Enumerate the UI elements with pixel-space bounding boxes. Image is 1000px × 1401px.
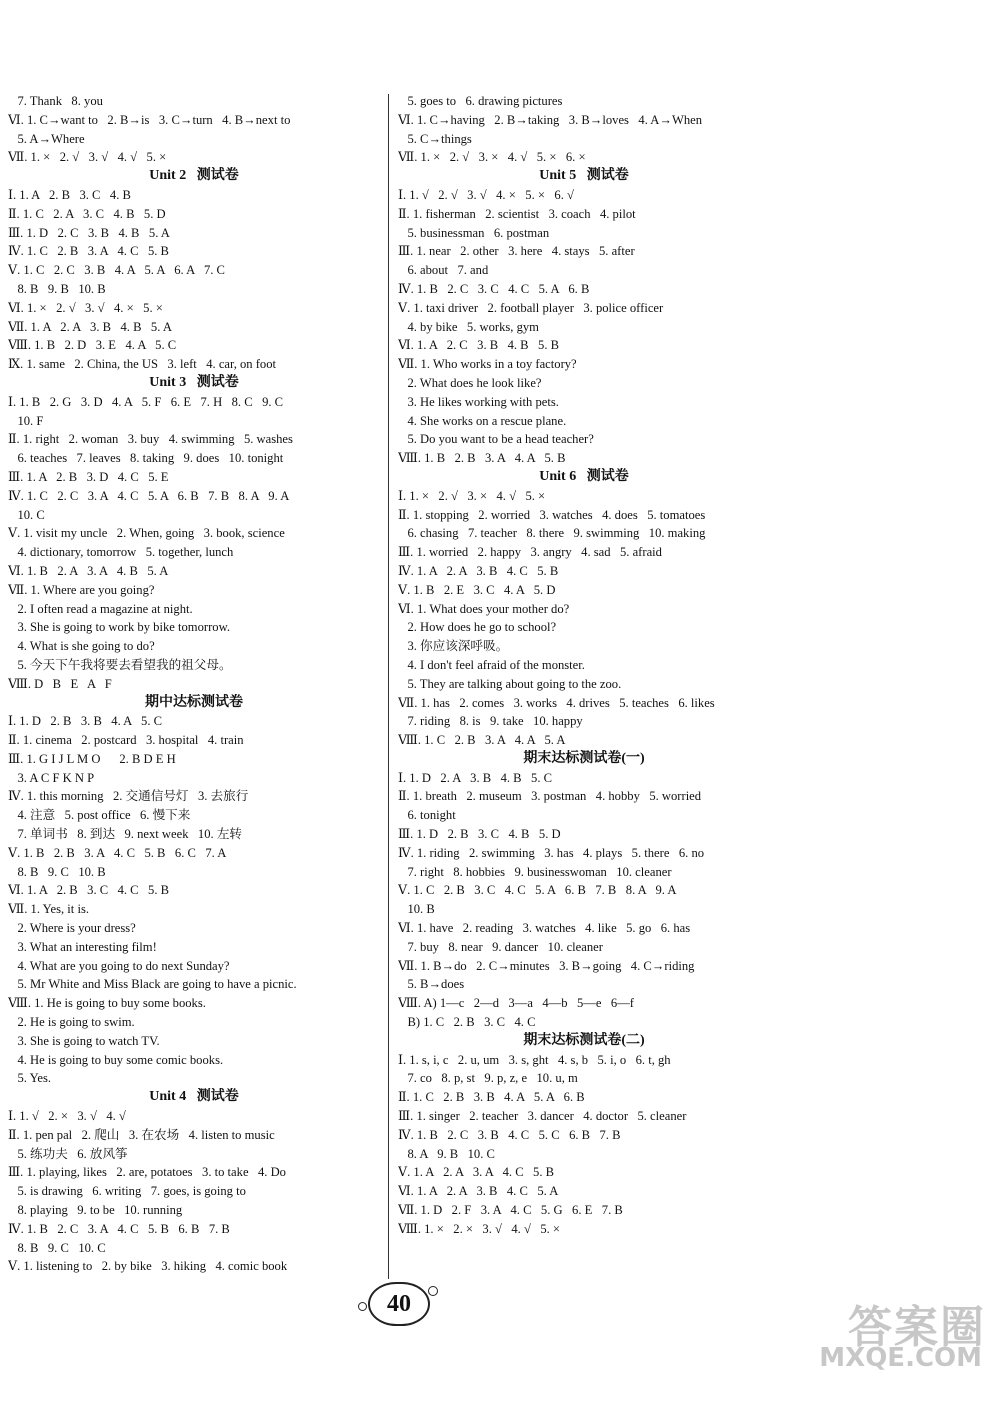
answer-line: Ⅲ. 1. worried 2. happy 3. angry 4. sad 5. afraid <box>398 545 662 560</box>
answer-line: Ⅱ. 1. C 2. B 3. B 4. A 5. A 6. B <box>398 1090 585 1105</box>
section-title: Unit 5 测试卷 <box>539 168 629 184</box>
answer-line: Ⅴ. 1. B 2. E 3. C 4. A 5. D <box>398 582 556 597</box>
answer-line: 2. What does he look like? <box>398 375 542 390</box>
section-title: Unit 3 测试卷 <box>149 374 239 390</box>
answer-line: 10. C <box>8 507 45 522</box>
answer-line: Ⅴ. 1. visit my uncle 2. When, going 3. book, science <box>8 526 285 541</box>
answer-line: Ⅴ. 1. taxi driver 2. football player 3. police officer <box>398 300 664 315</box>
watermark-chinese: 答案圈 <box>848 1302 986 1353</box>
answer-line: Ⅶ. 1. × 2. √ 3. × 4. √ 5. × 6. × <box>398 150 586 165</box>
answer-line: 7. right 8. hobbies 9. businesswoman 10. cleaner <box>398 864 672 879</box>
answer-line: 5. goes to 6. drawing pictures <box>398 94 563 108</box>
answer-line: 10. F <box>8 413 44 428</box>
answer-line: Ⅴ. 1. listening to 2. by bike 3. hiking 4. comic book <box>8 1259 288 1274</box>
answer-line: Ⅲ. 1. D 2. B 3. C 4. B 5. D <box>398 827 561 842</box>
answer-line: 4. by bike 5. works, gym <box>398 319 539 334</box>
section-title: Unit 2 测试卷 <box>149 168 239 184</box>
answer-line: Ⅱ. 1. fisherman 2. scientist 3. coach 4. pilot <box>398 206 636 221</box>
answer-line: 8. B 9. C 10. C <box>8 1240 106 1255</box>
answer-line: Ⅰ. 1. D 2. B 3. B 4. A 5. C <box>8 714 163 729</box>
answer-line: Ⅳ. 1. B 2. C 3. B 4. C 5. C 6. B 7. B <box>398 1127 621 1142</box>
answer-line: Ⅱ. 1. cinema 2. postcard 3. hospital 4. train <box>8 733 244 748</box>
answer-line: 3. He likes working with pets. <box>398 394 559 409</box>
answer-line: 5. They are talking about going to the zoo. <box>398 676 622 691</box>
answer-line: Ⅲ. 1. D 2. C 3. B 4. B 5. A <box>8 225 170 240</box>
answer-line: Ⅶ. 1. D 2. F 3. A 4. C 5. G 6. E 7. B <box>398 1203 623 1218</box>
answer-line: Ⅴ. 1. A 2. A 3. A 4. C 5. B <box>398 1165 555 1180</box>
answer-line: 4. What is she going to do? <box>8 639 155 654</box>
answer-line: Ⅲ. 1. G I J L M O 2. B D E H <box>8 751 176 766</box>
answer-line: Ⅶ. 1. Yes, it is. <box>8 902 89 917</box>
answer-line: Ⅳ. 1. this morning 2. 交通信号灯 3. 去旅行 <box>8 789 249 804</box>
answer-line: Ⅳ. 1. C 2. B 3. A 4. C 5. B <box>8 244 169 259</box>
answer-line: 8. A 9. B 10. C <box>398 1146 495 1161</box>
answer-line: Ⅵ. 1. A 2. A 3. B 4. C 5. A <box>398 1184 559 1199</box>
section-title: Unit 6 测试卷 <box>539 468 629 484</box>
answer-line: Ⅴ. 1. C 2. C 3. B 4. A 5. A 6. A 7. C <box>8 263 225 278</box>
answer-line: Ⅷ. 1. B 2. D 3. E 4. A 5. C <box>8 338 177 353</box>
answer-line: Ⅷ. 1. B 2. B 3. A 4. A 5. B <box>398 451 566 466</box>
answer-line: 4. I don't feel afraid of the monster. <box>398 657 585 672</box>
answer-line: Ⅱ. 1. stopping 2. worried 3. watches 4. does 5. tomatoes <box>398 507 706 522</box>
answer-line: Ⅷ. 1. × 2. × 3. √ 4. √ 5. × <box>398 1221 561 1236</box>
answer-line: 2. I often read a magazine at night. <box>8 601 193 616</box>
answer-line: Ⅵ. 1. A 2. B 3. C 4. C 5. B <box>8 883 170 898</box>
section-title: 期末达标测试卷(二) <box>523 1032 645 1048</box>
answer-line: Ⅱ. 1. C 2. A 3. C 4. B 5. D <box>8 206 166 221</box>
answer-column-left <box>8 92 380 1276</box>
answer-line: Ⅶ. 1. Who works in a toy factory? <box>398 357 577 372</box>
answer-line: B) 1. C 2. B 3. C 4. C <box>398 1015 536 1030</box>
answer-line: Ⅵ. 1. A 2. C 3. B 4. B 5. B <box>398 338 560 353</box>
answer-line: Ⅰ. 1. √ 2. √ 3. √ 4. × 5. × 6. √ <box>398 187 574 202</box>
answer-line: 5. businessman 6. postman <box>398 225 550 240</box>
answer-line: Ⅲ. 1. near 2. other 3. here 4. stays 5. after <box>398 244 635 259</box>
answer-line: Ⅰ. 1. s, i, c 2. u, um 3. s, ght 4. s, b 5. i, o 6. t, gh <box>398 1052 671 1067</box>
answer-line: Ⅵ. 1. have 2. reading 3. watches 4. like 5. go 6. has <box>398 921 691 936</box>
answer-line: 10. B <box>398 902 435 917</box>
answer-line: 6. teaches 7. leaves 8. taking 9. does 10. tonight <box>8 451 284 466</box>
answer-line: 5. 今天下午我将要去看望我的祖父母。 <box>8 657 232 672</box>
answer-line: Ⅳ. 1. A 2. A 3. B 4. C 5. B <box>398 563 559 578</box>
answer-line: Ⅱ. 1. right 2. woman 3. buy 4. swimming 5. washes <box>8 432 293 447</box>
answer-line: Ⅴ. 1. C 2. B 3. C 4. C 5. A 6. B 7. B 8. A 9. A <box>398 883 677 898</box>
bubble-decoration <box>358 1302 367 1311</box>
answer-line: 7. Thank 8. you <box>8 94 103 108</box>
watermark-url: MXQE.COM <box>819 1343 982 1373</box>
answer-line: 7. buy 8. near 9. dancer 10. cleaner <box>398 939 603 954</box>
page-number-badge <box>358 1282 438 1328</box>
answer-line: Ⅴ. 1. B 2. B 3. A 4. C 5. B 6. C 7. A <box>8 845 227 860</box>
answer-line: Ⅱ. 1. pen pal 2. 爬山 3. 在农场 4. listen to music <box>8 1127 275 1142</box>
answer-line: Ⅷ. D B E A F <box>8 676 112 691</box>
answer-line: 7. 单词书 8. 到达 9. next week 10. 左转 <box>8 827 243 842</box>
answer-line: Ⅷ. 1. He is going to buy some books. <box>8 996 206 1011</box>
watermark-logo <box>796 1291 986 1381</box>
answer-line: 2. How does he go to school? <box>398 620 557 635</box>
answer-line: 3. 你应该深呼吸。 <box>398 639 509 654</box>
section-title: Unit 4 测试卷 <box>149 1089 239 1105</box>
answer-line: 5. is drawing 6. writing 7. goes, is going to <box>8 1184 246 1199</box>
answer-line: Ⅲ. 1. singer 2. teacher 3. dancer 4. doctor 5. cleaner <box>398 1109 687 1124</box>
answer-line: 2. He is going to swim. <box>8 1015 135 1030</box>
answer-line: Ⅵ. 1. What does your mother do? <box>398 601 570 616</box>
answer-line: Ⅳ. 1. riding 2. swimming 3. has 4. plays 5. there 6. no <box>398 845 705 860</box>
answer-line: 8. B 9. B 10. B <box>8 281 106 296</box>
answer-line: 2. Where is your dress? <box>8 921 136 936</box>
answer-line: Ⅳ. 1. B 2. C 3. C 4. C 5. A 6. B <box>398 281 590 296</box>
answer-line: 3. She is going to work by bike tomorrow. <box>8 620 231 635</box>
answer-line: 5. A→Where <box>8 131 85 146</box>
answer-line: 3. She is going to watch TV. <box>8 1033 160 1048</box>
answer-line: 5. C→things <box>398 131 472 146</box>
answer-line: 5. Do you want to be a head teacher? <box>398 432 594 447</box>
answer-line: Ⅵ. 1. × 2. √ 3. √ 4. × 5. × <box>8 300 163 315</box>
answer-column-right <box>398 92 770 1239</box>
answer-line: Ⅲ. 1. A 2. B 3. D 4. C 5. E <box>8 469 169 484</box>
answer-line: 4. She works on a rescue plane. <box>398 413 567 428</box>
answer-line: Ⅰ. 1. × 2. √ 3. × 4. √ 5. × <box>398 488 546 503</box>
answer-line: 6. chasing 7. teacher 8. there 9. swimming 10. making <box>398 526 706 541</box>
answer-line: 7. riding 8. is 9. take 10. happy <box>398 714 583 729</box>
page-number: 40 <box>368 1282 430 1326</box>
answer-line: 5. Mr White and Miss Black are going to have a picnic. <box>8 977 297 992</box>
answer-line: 7. co 8. p, st 9. p, z, e 10. u, m <box>398 1071 578 1086</box>
bubble-decoration <box>428 1286 438 1296</box>
answer-line: Ⅶ. 1. B→do 2. C→minutes 3. B→going 4. C→riding <box>398 958 695 973</box>
answer-line: 5. B→does <box>398 977 465 992</box>
answer-line: Ⅳ. 1. C 2. C 3. A 4. C 5. A 6. B 7. B 8. A 9. A <box>8 488 290 503</box>
answer-line: Ⅸ. 1. same 2. China, the US 3. left 4. car, on foot <box>8 357 277 372</box>
section-title: 期末达标测试卷(一) <box>523 750 645 766</box>
answer-line: 6. tonight <box>398 808 456 823</box>
answer-line: 3. What an interesting film! <box>8 939 157 954</box>
answer-line: Ⅷ. 1. C 2. B 3. A 4. A 5. A <box>398 733 566 748</box>
answer-line: Ⅵ. 1. B 2. A 3. A 4. B 5. A <box>8 563 169 578</box>
answer-line: 4. He is going to buy some comic books. <box>8 1052 224 1067</box>
answer-line: 3. A C F K N P <box>8 770 95 785</box>
answer-line: Ⅶ. 1. has 2. comes 3. works 4. drives 5. teaches 6. likes <box>398 695 715 710</box>
answer-line: Ⅵ. 1. C→want to 2. B→is 3. C→turn 4. B→next to <box>8 112 291 127</box>
answer-line: Ⅶ. 1. Where are you going? <box>8 582 155 597</box>
answer-line: Ⅰ. 1. D 2. A 3. B 4. B 5. C <box>398 770 553 785</box>
answer-line: Ⅶ. 1. × 2. √ 3. √ 4. √ 5. × <box>8 150 167 165</box>
answer-line: Ⅵ. 1. C→having 2. B→taking 3. B→loves 4. A→When <box>398 112 703 127</box>
answer-line: Ⅰ. 1. B 2. G 3. D 4. A 5. F 6. E 7. H 8. C 9. C <box>8 394 284 409</box>
answer-line: Ⅳ. 1. B 2. C 3. A 4. C 5. B 6. B 7. B <box>8 1221 230 1236</box>
answer-line: 4. dictionary, tomorrow 5. together, lunch <box>8 545 234 560</box>
answer-line: Ⅱ. 1. breath 2. museum 3. postman 4. hobby 5. worried <box>398 789 702 804</box>
answer-line: 8. playing 9. to be 10. running <box>8 1203 183 1218</box>
column-divider <box>388 94 389 1279</box>
answer-line: Ⅰ. 1. √ 2. × 3. √ 4. √ <box>8 1109 126 1124</box>
answer-line: 8. B 9. C 10. B <box>8 864 106 879</box>
answer-line: 5. 练功夫 6. 放风筝 <box>8 1146 128 1161</box>
answer-line: Ⅲ. 1. playing, likes 2. are, potatoes 3. to take 4. Do <box>8 1165 286 1180</box>
answer-line: 4. What are you going to do next Sunday? <box>8 958 230 973</box>
answer-line: Ⅰ. 1. A 2. B 3. C 4. B <box>8 187 131 202</box>
answer-line: Ⅶ. 1. A 2. A 3. B 4. B 5. A <box>8 319 172 334</box>
answer-line: Ⅷ. A) 1—c 2—d 3—a 4—b 5—e 6—f <box>398 996 635 1011</box>
section-title: 期中达标测试卷 <box>145 694 243 710</box>
answer-line: 4. 注意 5. post office 6. 慢下来 <box>8 808 191 823</box>
answer-line: 6. about 7. and <box>398 263 489 278</box>
answer-line: 5. Yes. <box>8 1071 52 1086</box>
